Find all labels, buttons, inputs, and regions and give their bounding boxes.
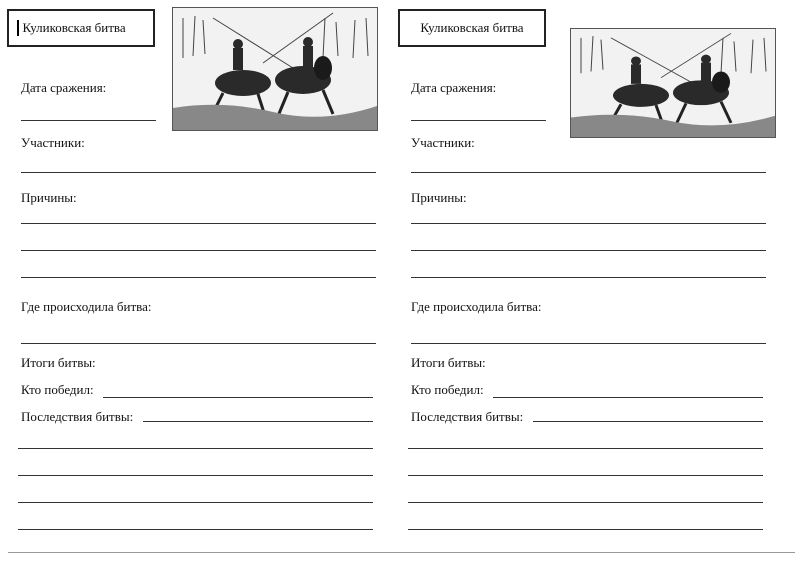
causes-answer-line[interactable]	[411, 277, 766, 278]
page-bottom-divider	[8, 552, 795, 553]
consequences-answer-line[interactable]	[18, 502, 373, 503]
consequences-answer-line[interactable]	[18, 448, 373, 449]
winner-answer-line[interactable]	[493, 397, 763, 398]
location-label: Где происходила битва:	[411, 299, 542, 314]
consequences-answer-line[interactable]	[408, 475, 763, 476]
date-label: Дата сражения:	[411, 80, 497, 95]
text-cursor	[17, 20, 19, 36]
causes-label: Причины:	[411, 190, 467, 205]
date-label: Дата сражения:	[21, 80, 107, 95]
participants-label: Участники:	[411, 135, 475, 150]
battle-engraving-icon	[570, 28, 776, 138]
results-label: Итоги битвы:	[21, 355, 96, 370]
date-answer-line[interactable]	[411, 120, 546, 121]
winner-label: Кто победил:	[411, 382, 484, 397]
causes-answer-line[interactable]	[21, 250, 376, 251]
consequences-answer-line[interactable]	[408, 502, 763, 503]
card-title: Куликовская битва	[420, 20, 524, 35]
results-label: Итоги битвы:	[411, 355, 486, 370]
consequences-answer-line[interactable]	[408, 529, 763, 530]
causes-answer-line[interactable]	[411, 223, 766, 224]
consequences-answer-line[interactable]	[533, 421, 763, 422]
worksheet-card-right	[390, 0, 780, 550]
worksheet-card-left	[0, 0, 390, 550]
card-title-box	[7, 9, 155, 47]
consequences-answer-line[interactable]	[18, 529, 373, 530]
location-answer-line[interactable]	[21, 343, 376, 344]
participants-label: Участники:	[21, 135, 85, 150]
winner-label: Кто победил:	[21, 382, 94, 397]
winner-answer-line[interactable]	[103, 397, 373, 398]
consequences-label: Последствия битвы:	[411, 409, 524, 424]
causes-answer-line[interactable]	[21, 223, 376, 224]
date-answer-line[interactable]	[21, 120, 156, 121]
causes-label: Причины:	[21, 190, 77, 205]
consequences-answer-line[interactable]	[143, 421, 373, 422]
causes-answer-line[interactable]	[21, 277, 376, 278]
consequences-answer-line[interactable]	[18, 475, 373, 476]
card-title-box	[398, 9, 546, 47]
consequences-answer-line[interactable]	[408, 448, 763, 449]
consequences-label: Последствия битвы:	[21, 409, 134, 424]
participants-answer-line[interactable]	[411, 172, 766, 173]
participants-answer-line[interactable]	[21, 172, 376, 173]
causes-answer-line[interactable]	[411, 250, 766, 251]
location-answer-line[interactable]	[411, 343, 766, 344]
location-label: Где происходила битва:	[21, 299, 152, 314]
battle-engraving-icon	[172, 7, 378, 131]
card-title: Куликовская битва	[22, 20, 126, 35]
